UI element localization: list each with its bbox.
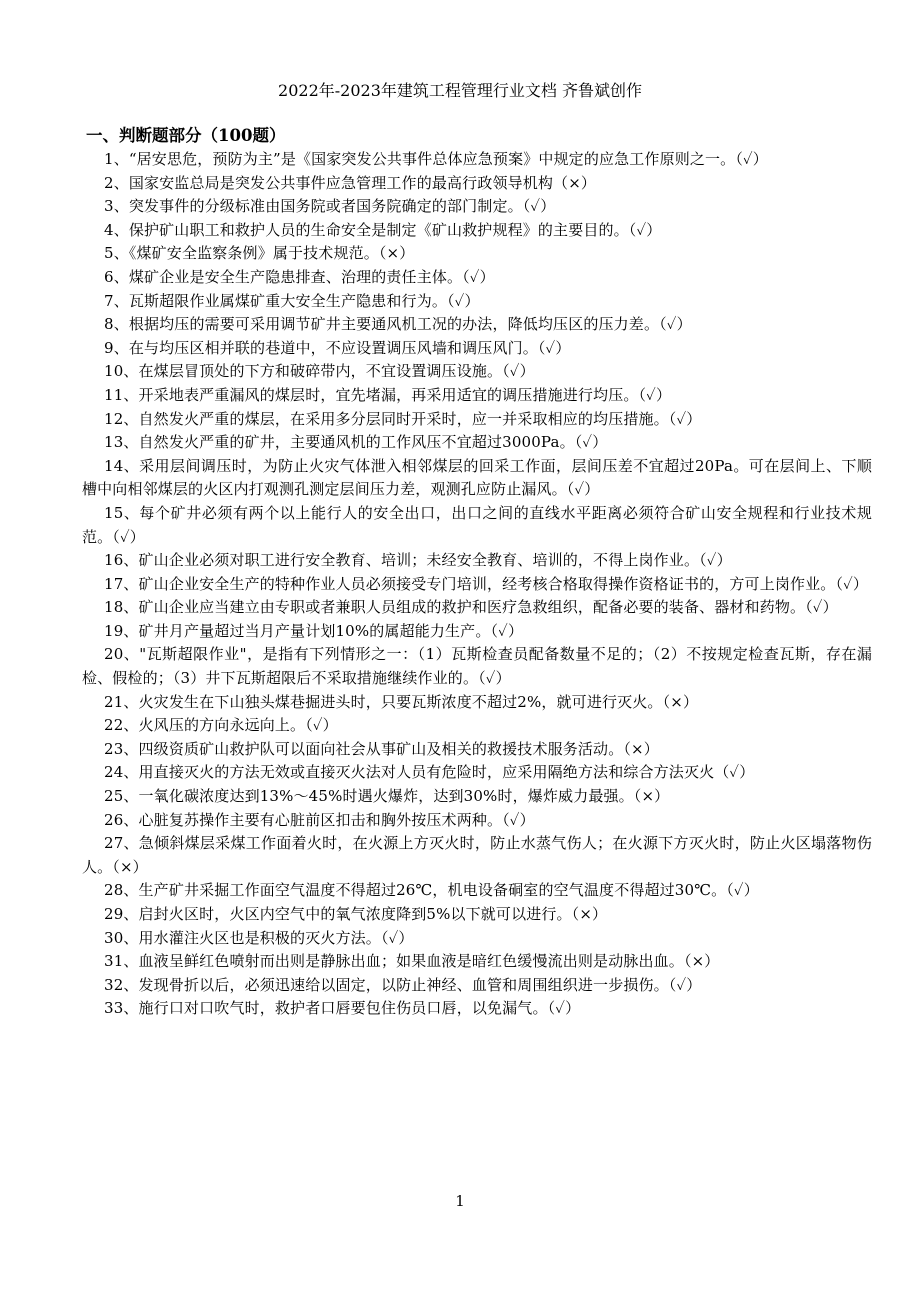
question-item: 15、每个矿井必须有两个以上能行人的安全出口，出口之间的直线水平距离必须符合矿山安全规程和行业技术规范。（✓） xyxy=(82,503,872,546)
page-header: 2022年-2023年建筑工程管理行业文档 齐鲁斌创作 xyxy=(278,81,642,100)
question-item: 6、煤矿企业是安全生产隐患排查、治理的责任主体。（✓） xyxy=(104,267,495,286)
question-item: 7、瓦斯超限作业属煤矿重大安全生产隐患和行为。（✓） xyxy=(104,291,480,310)
question-item: 3、突发事件的分级标准由国务院或者国务院确定的部门制定。（✓） xyxy=(104,197,556,216)
question-item: 19、矿井月产量超过当月产量计划10%的属超能力生产。（✓） xyxy=(104,621,524,640)
question-item: 23、四级资质矿山救护队可以面向社会从事矿山及相关的救援技术服务活动。（×） xyxy=(104,739,659,758)
question-item: 25、一氧化碳浓度达到13%～45%时遇火爆炸，达到30%时，爆炸威力最强。（×） xyxy=(104,787,670,806)
question-item: 8、根据均压的需要可采用调节矿井主要通风机工况的办法，降低均压区的压力差。（✓） xyxy=(104,315,692,334)
question-item: 33、施行口对口吹气时，救护者口唇要包住伤员口唇，以免漏气。（✓） xyxy=(104,999,581,1018)
question-item: 31、血液呈鲜红色喷射而出则是静脉出血；如果血液是暗红色缓慢流出则是动脉出血。（×） xyxy=(104,952,720,971)
question-item: 2、国家安监总局是突发公共事件应急管理工作的最高行政领导机构（×） xyxy=(104,173,597,192)
question-item: 28、生产矿井采掘工作面空气温度不得超过26℃，机电设备硐室的空气温度不得超过30℃。（✓） xyxy=(104,881,759,900)
question-item: 9、在与均压区相并联的巷道中，不应设置调压风墙和调压风门。（✓） xyxy=(104,338,571,357)
section-title: 一、判断题部分（100题） xyxy=(86,126,286,145)
question-item: 17、矿山企业安全生产的特种作业人员必须接受专门培训，经考核合格取得操作资格证书的，方可上岗作业。（✓） xyxy=(104,574,869,593)
question-item: 29、启封火区时，火区内空气中的氧气浓度降到5%以下就可以进行。（×） xyxy=(104,905,608,923)
question-item: 16、矿山企业必须对职工进行安全教育、培训；未经安全教育、培训的，不得上岗作业。（✓） xyxy=(104,551,732,570)
question-item: 5、《煤矿安全监察条例》属于技术规范。（×） xyxy=(104,244,415,263)
question-item: 20、"瓦斯超限作业"，是指有下列情形之一：（1）瓦斯检查员配备数量不足的；（2）不按规定检查瓦斯，存在漏检、假检的；（3）井下瓦斯超限后不采取措施继续作业的。（✓） xyxy=(82,645,872,688)
question-item: 11、开采地表严重漏风的煤层时，宜先堵漏，再采用适宜的调压措施进行均压。（✓） xyxy=(104,385,672,404)
question-item: 27、急倾斜煤层采煤工作面着火时，在火源上方灭火时，防止水蒸气伤人；在火源下方灭火时，防止火区塌落物伤人。（×） xyxy=(82,834,872,876)
question-item: 10、在煤层冒顶处的下方和破碎带内，不宜设置调压设施。（✓） xyxy=(104,362,535,381)
question-item: 14、采用层间调压时，为防止火灾气体泄入相邻煤层的回采工作面，层间压差不宜超过20Pa。可在层间上、下顺槽中向相邻煤层的火区内打观测孔测定层间压力差，观测孔应防止漏风。（✓） xyxy=(82,456,872,499)
question-item: 4、保护矿山职工和救护人员的生命安全是制定《矿山救护规程》的主要目的。（✓） xyxy=(104,220,662,239)
question-item: 24、用直接灭火的方法无效或直接灭火法对人员有危险时，应采用隔绝方法和综合方法灭火（✓） xyxy=(104,763,755,782)
question-item: 30、用水灌注火区也是积极的灭火方法。（✓） xyxy=(104,928,414,947)
question-item: 1、“居安思危，预防为主”是《国家突发公共事件总体应急预案》中规定的应急工作原则之一。（✓） xyxy=(104,150,768,168)
question-list xyxy=(82,148,872,1021)
question-item: 26、心脏复苏操作主要有心脏前区扣击和胸外按压术两种。（✓） xyxy=(104,810,535,829)
question-item: 18、矿山企业应当建立由专职或者兼职人员组成的救护和医疗急救组织，配备必要的装备、器材和药物。（✓） xyxy=(104,598,838,617)
question-item: 13、自然发火严重的矿井，主要通风机的工作风压不宜超过3000Pa。（✓） xyxy=(104,433,608,452)
page-number: 1 xyxy=(455,1192,465,1210)
question-item: 12、自然发火严重的煤层，在采用多分层同时开采时，应一并采取相应的均压措施。（✓） xyxy=(104,409,702,428)
question-item: 21、火灾发生在下山独头煤巷掘进头时，只要瓦斯浓度不超过2%，就可进行灭火。（×） xyxy=(104,692,699,711)
question-item: 22、火风压的方向永远向上。（✓） xyxy=(104,716,338,735)
question-item: 32、发现骨折以后，必须迅速给以固定，以防止神经、血管和周围组织进一步损伤。（✓） xyxy=(104,975,702,994)
